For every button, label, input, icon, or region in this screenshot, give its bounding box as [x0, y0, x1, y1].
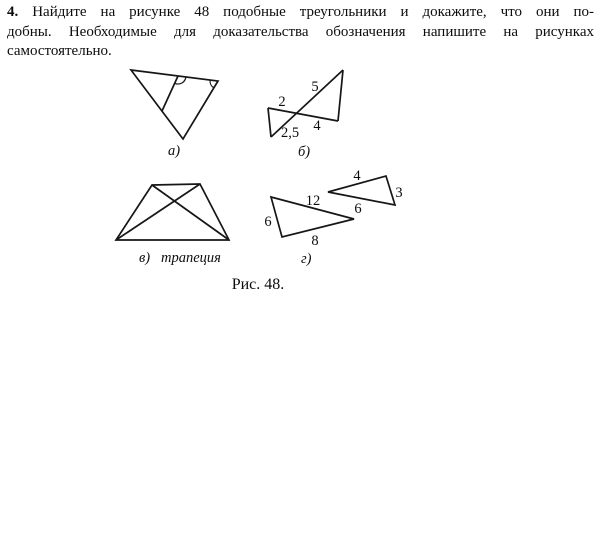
trapezoid-diagonal-1 [152, 185, 229, 240]
figure-b [268, 70, 343, 160]
figure-v [116, 184, 229, 266]
right-edge-b [338, 70, 343, 121]
figure-b-label: б) [298, 144, 311, 160]
label-seg-upper: 5 [311, 79, 319, 95]
figure-v-label: в) [139, 250, 151, 266]
figure-v-name: трапеция [161, 250, 221, 266]
triangle-a-inner-segment [162, 76, 178, 111]
label-big-top: 12 [305, 193, 321, 209]
triangle-a [131, 70, 218, 139]
figure-a [131, 70, 218, 159]
figure-caption: Рис. 48. [231, 276, 285, 293]
label-seg-left: 2 [278, 94, 286, 110]
figure-g [264, 168, 402, 267]
trapezoid [116, 184, 229, 240]
left-edge-b [268, 108, 271, 137]
label-small-bottom: 6 [354, 201, 362, 217]
problem-line-2: добны. Необходимые для доказательства обозначения напишите на рисунках [7, 23, 594, 40]
label-small-top: 4 [353, 168, 361, 184]
trapezoid-diagonal-2 [116, 184, 200, 240]
figure-g-label: г) [301, 251, 312, 267]
problem-line-1-text: Найдите на рисунке 48 подобные треугольники и докажите, что они по- [32, 4, 594, 20]
label-big-bottom: 8 [311, 233, 319, 249]
problem-line-3: самостоятельно. [7, 43, 112, 59]
problem-number: 4. [7, 4, 19, 20]
label-big-left: 6 [264, 214, 272, 230]
label-seg-right: 4 [313, 118, 321, 134]
label-small-right: 3 [395, 185, 403, 201]
label-seg-lower-left: 2,5 [280, 125, 300, 141]
figure-a-label: а) [168, 143, 181, 159]
